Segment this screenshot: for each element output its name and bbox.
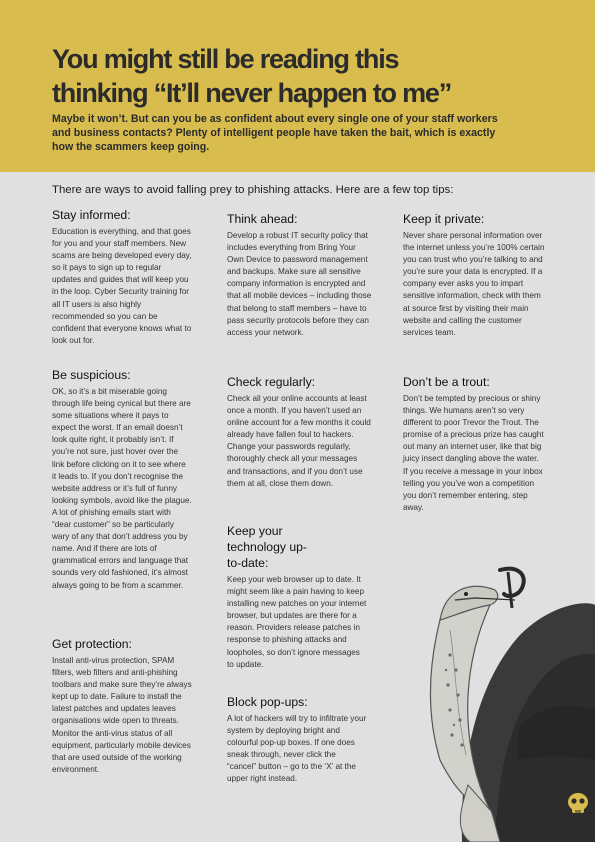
tip-title: Don’t be a trout: <box>403 375 490 389</box>
tip-body: OK, so it’s a bit miserable going through life being cynical but there are some situations where it pays to expect the worst. If an email doesn’t look quite right, it probably isn’t. If you’re not sure, just hover over the link before clicking on it to see where it leads to. If you don’t recognise the website address or it’s full of funny looking symbols, avoid like the plague. A lot of phishing emails start with “dear customer” so be particularly wary of any that don’t address you by name. And if there are lots of grammatical errors and language that sounds very old fashioned, it’s almost always going to be from a scammer. <box>52 387 192 590</box>
tip-dont-be-trout <box>403 374 545 514</box>
tip-title: Keep your technology up-to-date: <box>227 524 307 570</box>
tip-be-suspicious <box>52 367 192 592</box>
headline <box>52 42 552 110</box>
tip-body: Keep your web browser up to date. It might seem like a pain having to keep installing new patches on your internet browser, but updates are there for a reason. Providers release patches in response to phishing attacks and loopholes, so don’t ignore messages to update. <box>227 575 367 669</box>
lede-paragraph: Maybe it won’t. But can you be as confident about every single one of your staff workers and business contacts? Plenty of intelligent people have taken the bait, which is exactly how the scammers keep going. <box>52 113 498 153</box>
tip-body: Never share personal information over the internet unless you’re 100% certain you can trust who you’re talking to and you’re sure your data is encrypted. If a company ever asks you to impart sensitive information, check with them at source first by visiting their main website and calling the customer services team. <box>403 231 545 337</box>
tip-title: Check regularly: <box>227 375 316 389</box>
tip-stay-informed <box>52 207 192 347</box>
headline-line-2: thinking “It’ll never happen to me” <box>52 78 452 108</box>
tip-title: Be suspicious: <box>52 368 131 382</box>
tip-get-protection <box>52 636 192 776</box>
tip-keep-updated <box>227 523 367 671</box>
tip-title: Get protection: <box>52 637 132 651</box>
intro-text: There are ways to avoid falling prey to phishing attacks. Here are a few top tips: <box>52 184 454 196</box>
tip-block-popups <box>227 694 367 786</box>
tip-title: Stay informed: <box>52 208 131 222</box>
tip-body: Don’t be tempted by precious or shiny things. We humans aren’t so very different to poor Trevor the Trout. The promise of a precious prize has caught out many an internet user, like that big juicy insect dangling above the water. If you receive a message in your inbox telling you you’ve won a competition you don’t remember entering, step away. <box>403 394 544 512</box>
tip-think-ahead <box>227 211 373 339</box>
tip-check-regularly <box>227 374 373 490</box>
tip-body: A lot of hackers will try to infiltrate your system by deploying bright and colourful pop-up boxes. If one does sneak through, never click the “cancel” button – go to the ‘X’ at the upper right instead. <box>227 714 367 784</box>
tip-title: Think ahead: <box>227 212 298 226</box>
headline-line-1: You might still be reading this <box>52 44 399 74</box>
tip-body: Check all your online accounts at least once a month. If you haven’t used an online account for a few months it could already have fallen foul to hackers. Change your passwords regularly, thoroughly check all your messages and transactions, and if you don’t use them at all, close them down. <box>227 394 371 488</box>
hacker-fish-illustration <box>400 560 595 842</box>
tip-title: Block pop-ups: <box>227 695 308 709</box>
tip-keep-private <box>403 211 545 339</box>
tip-body: Develop a robust IT security policy that includes everything from Bring Your Own Device to password management and backups. Make sure all sensitive company information is encrypted and that all mobile devices – including those that belong to staff members – have to pass security protocols before they can access your network. <box>227 231 372 337</box>
tip-body: Install anti-virus protection, SPAM filters, web filters and anti-phishing toolbars and make sure they’re always kept up to date. Failure to install the latest patches and updates leaves organisations wide open to threats. Monitor the anti-virus status of all equipment, particularly mobile devices that are used outside of the working environment. <box>52 656 192 774</box>
tip-body: Education is everything, and that goes for you and your staff members. New scams are being developed every day, so it pays to sign up to regular updates and guides that will keep you in the loop. Cyber Security training for all IT users is also highly recommended so you can be confident that everyone knows what to look out for. <box>52 227 192 345</box>
tip-title: Keep it private: <box>403 212 485 226</box>
